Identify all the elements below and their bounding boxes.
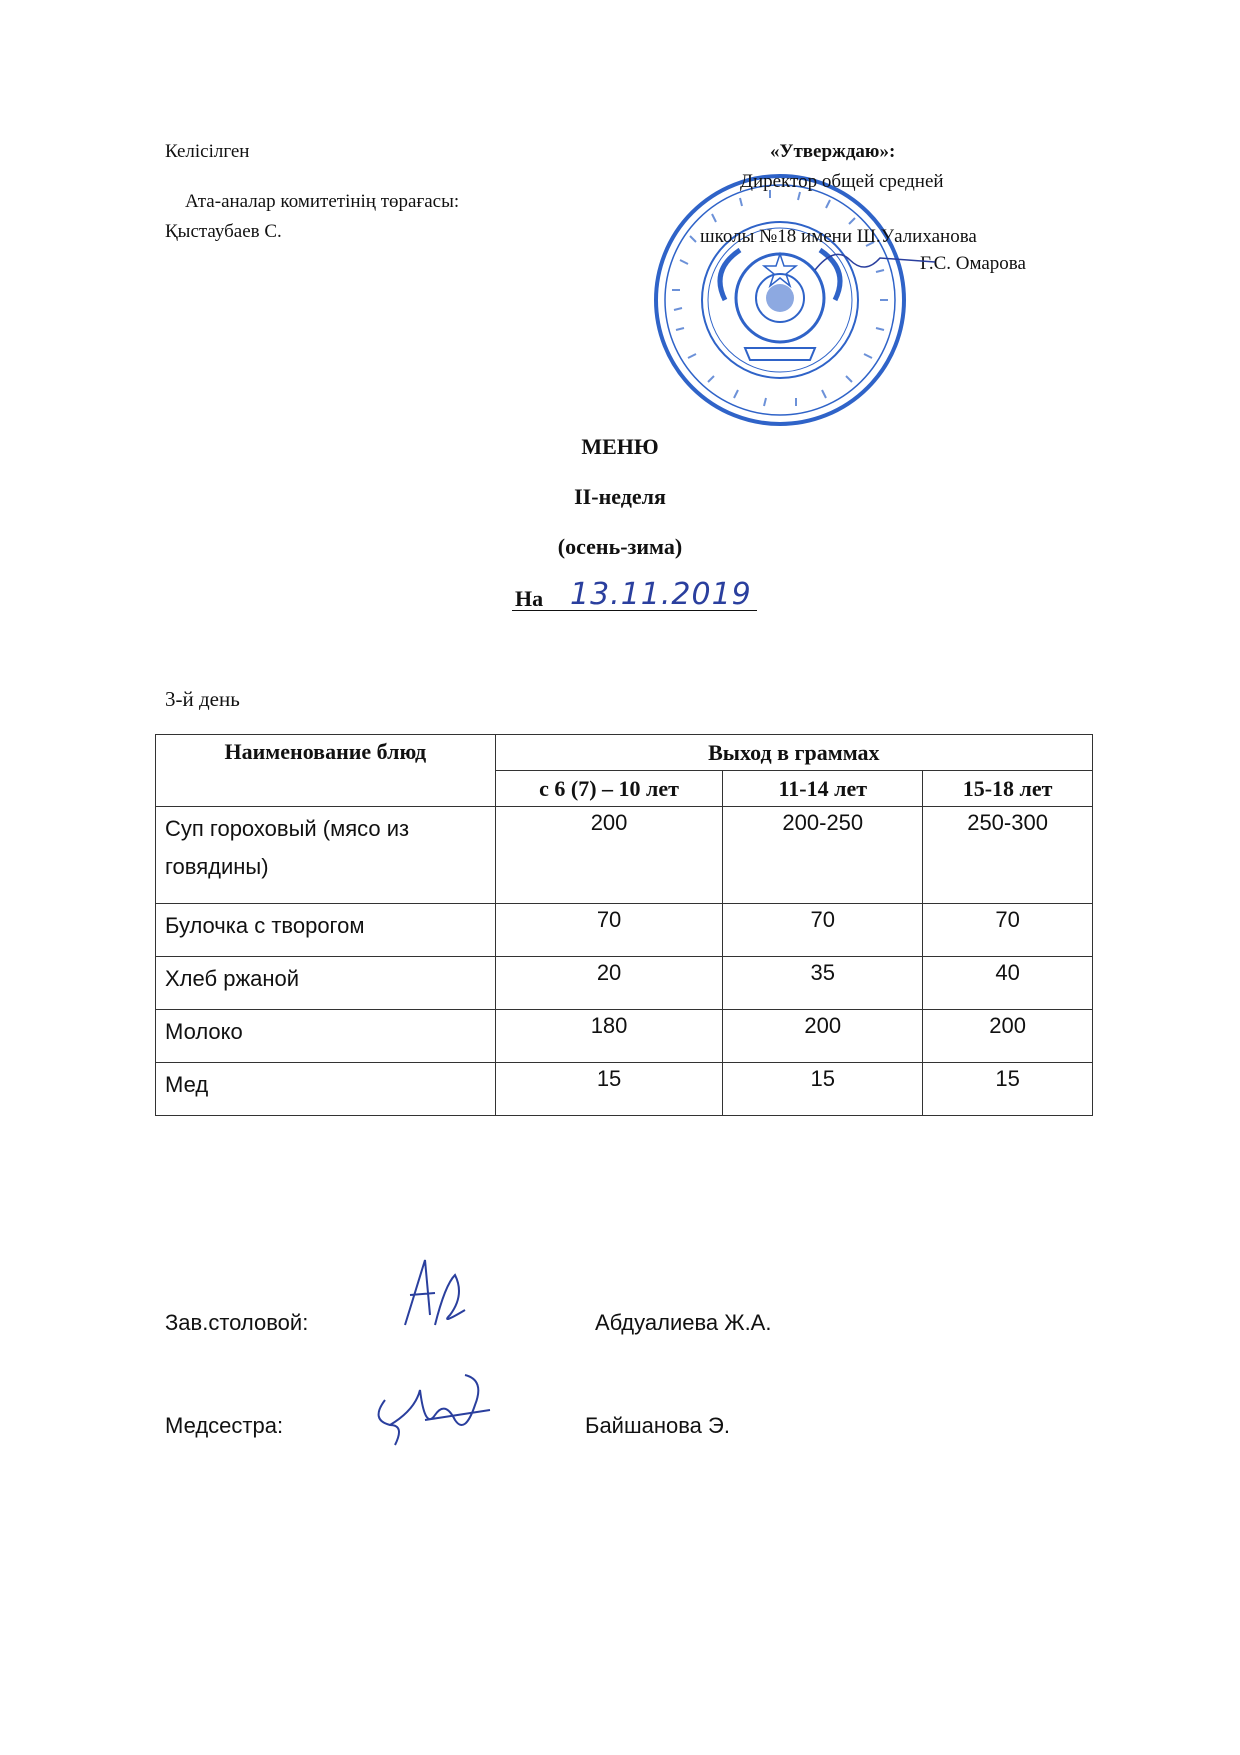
table-row	[156, 904, 1093, 957]
day-label: 3-й день	[165, 687, 240, 711]
dish-name: Хлеб ржаной	[156, 957, 496, 1010]
table-row	[156, 807, 1093, 904]
yield-value: 200	[495, 807, 723, 904]
yield-value: 250-300	[923, 807, 1093, 904]
approve-label: «Утверждаю»:	[770, 141, 896, 162]
header-age-group: 11-14 лет	[723, 771, 923, 807]
yield-value: 20	[495, 957, 723, 1010]
yield-value: 15	[723, 1063, 923, 1116]
director-signature	[810, 240, 940, 280]
yield-value: 40	[923, 957, 1093, 1010]
table-row	[156, 1010, 1093, 1063]
yield-value: 70	[495, 904, 723, 957]
menu-table	[155, 734, 1093, 1116]
school-name: школы №18 имени Ш.Уалиханова	[700, 226, 977, 247]
canteen-head-signature	[395, 1255, 475, 1330]
header-age-group: с 6 (7) – 10 лет	[495, 771, 723, 807]
date-prefix: На	[515, 586, 544, 611]
committee-label: Ата-аналар комитетінің төрағасы:	[185, 191, 460, 212]
header-dish-name: Наименование блюд	[156, 735, 496, 807]
table-row	[156, 1063, 1093, 1116]
yield-value: 15	[495, 1063, 723, 1116]
yield-value: 70	[923, 904, 1093, 957]
canteen-head-label: Зав.столовой:	[165, 1310, 309, 1335]
dish-name: Мед	[156, 1063, 496, 1116]
dish-name: Молоко	[156, 1010, 496, 1063]
director-position: Директор общей средней	[740, 171, 944, 192]
director-name: Г.С. Омарова	[920, 253, 1026, 274]
committee-chair-name: Қыстаубаев С.	[165, 221, 282, 242]
yield-value: 200	[723, 1010, 923, 1063]
table-row	[156, 957, 1093, 1010]
header-yield-grams: Выход в граммах	[495, 735, 1092, 771]
yield-value: 15	[923, 1063, 1093, 1116]
agreement-block	[165, 137, 459, 247]
nurse-signature	[365, 1370, 495, 1455]
yield-value: 200-250	[723, 807, 923, 904]
menu-title: МЕНЮ	[581, 434, 659, 459]
yield-value: 35	[723, 957, 923, 1010]
nurse-name: Байшанова Э.	[585, 1413, 730, 1438]
handwritten-date: 13.11.2019	[570, 577, 752, 612]
season-label: (осень-зима)	[557, 534, 683, 559]
agreed-label: Келісілген	[165, 141, 250, 162]
yield-value: 180	[495, 1010, 723, 1063]
yield-value: 70	[723, 904, 923, 957]
yield-value: 200	[923, 1010, 1093, 1063]
canteen-head-name: Абдуалиева Ж.А.	[595, 1310, 772, 1335]
dish-name: Суп гороховый (мясо из говядины)	[156, 807, 496, 904]
dish-name: Булочка с творогом	[156, 904, 496, 957]
nurse-label: Медсестра:	[165, 1413, 284, 1438]
week-label: II-неделя	[574, 484, 666, 509]
header-age-group: 15-18 лет	[923, 771, 1093, 807]
